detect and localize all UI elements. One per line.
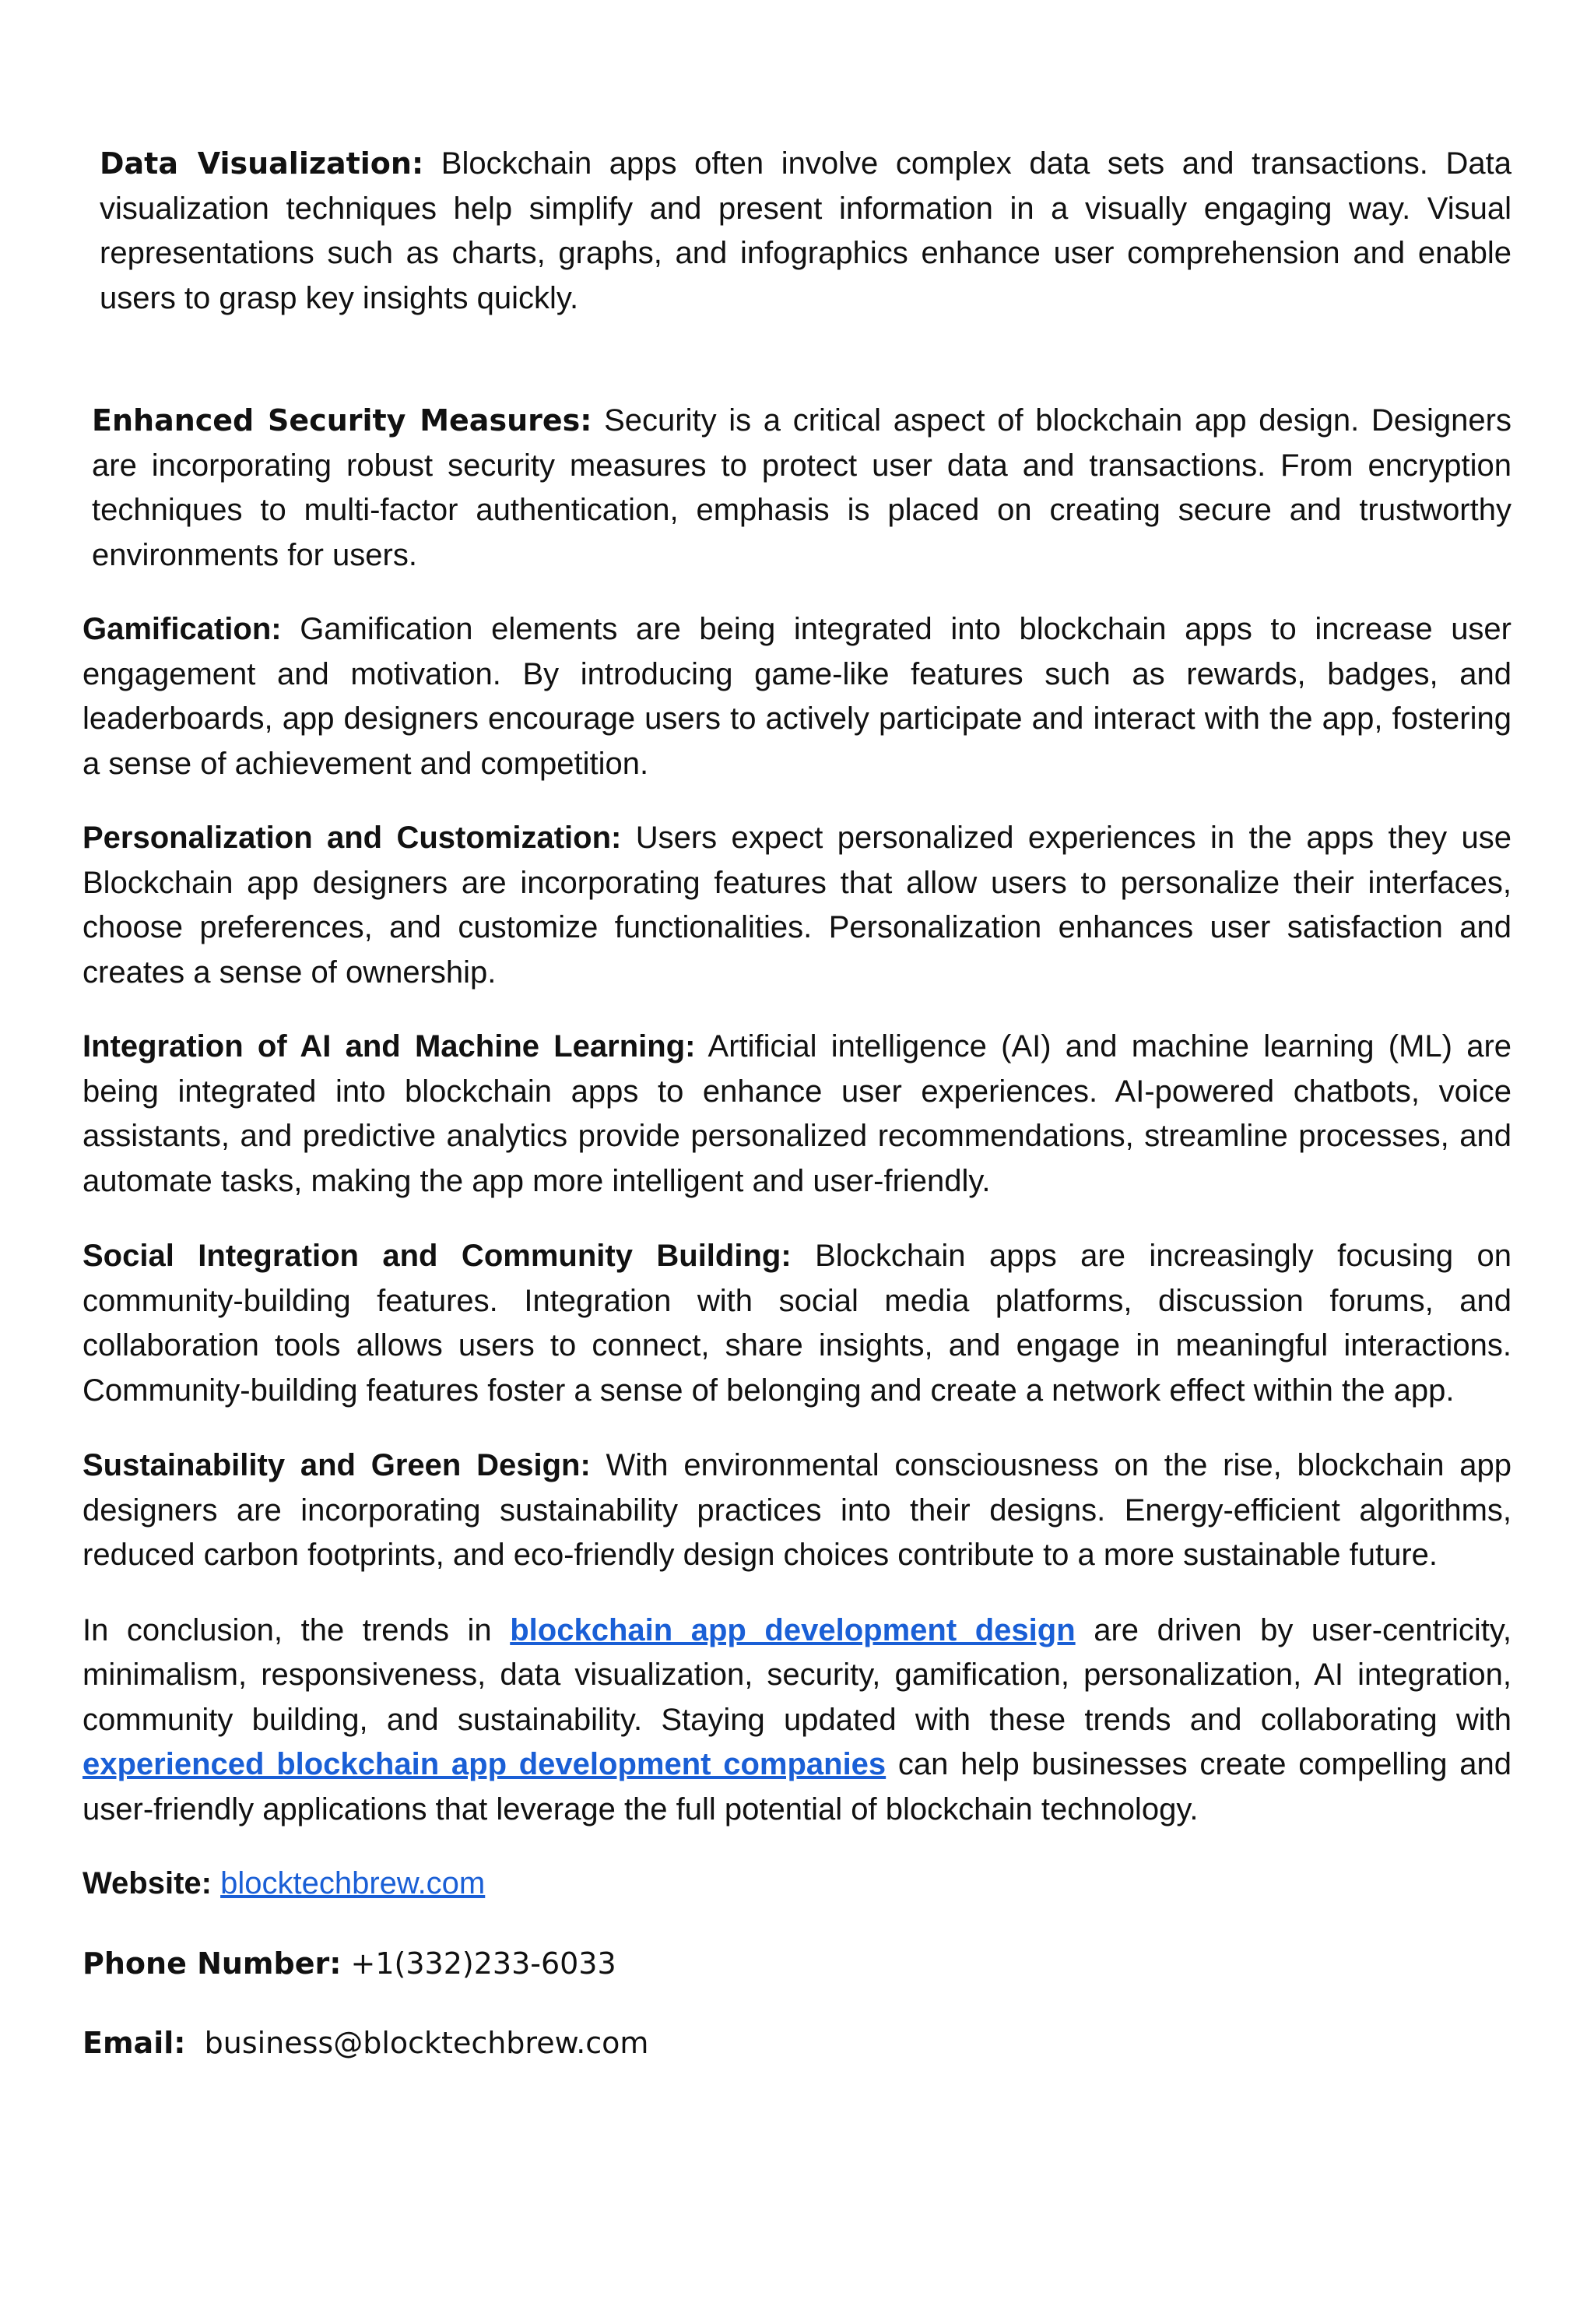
conclusion-text-3: can help businesses create compelling and user-friendly applications that leverage the full potential of blockchain technology. (83, 1747, 1511, 1827)
body-social-integration: Blockchain apps are increasingly focusing on community-building features. Integration with social media platforms, discussion forums, and collaboration tools allows users to connect, share insights, and engage in meaningful interactions. Community-building features foster a sense of belonging and create a network effect within the app. (83, 1239, 1512, 1408)
heading-social-integration: Social Integration and Community Building: (83, 1239, 792, 1273)
paragraph-personalization (83, 816, 1511, 995)
conclusion-text-1: In conclusion, the trends in (83, 1612, 511, 1647)
email-label: Email: (83, 2026, 186, 2060)
document-page (83, 142, 1511, 2066)
paragraph-ai-ml (83, 1025, 1511, 1204)
paragraph-social-integration (83, 1234, 1511, 1413)
body-gamification: Gamification elements are being integrated into blockchain apps to increase user engagement and motivation. By introducing game-like features such as rewards, badges, and leaderboards, app designers encourage users to actively participate and interact with the app, fostering a sense of achievement and competition. (83, 612, 1511, 781)
body-data-visualization: Blockchain apps often involve complex data sets and transactions. Data visualization techniques help simplify and present information in a visually engaging way. Visual representations such as charts, graphs, and infographics enhance user comprehension and enable users to grasp key insights quickly. (100, 146, 1511, 315)
conclusion-text-2: are driven by user-centricity, minimalism, responsiveness, data visualization, security, gamification, personalization, AI integration, community building, and sustainability. Staying updated with these trends and collaborating with (83, 1612, 1511, 1737)
heading-sustainability: Sustainability and Green Design: (83, 1448, 591, 1482)
body-sustainability: With environmental consciousness on the rise, blockchain app designers are incorporating sustainability practices into their designs. Energy-efficient algorithms, reduced carbon footprints, and eco-friendly design choices contribute to a more sustainable future. (83, 1448, 1511, 1572)
contact-phone (83, 1942, 1511, 1987)
phone-label: Phone Number: (83, 1946, 342, 1981)
phone-value: +1(332)233-6033 (341, 1946, 616, 1981)
paragraph-enhanced-security (83, 399, 1511, 578)
email-value: business@blocktechbrew.com (185, 2026, 649, 2060)
website-link[interactable]: blocktechbrew.com (220, 1866, 486, 1900)
link-blockchain-app-development-design[interactable]: blockchain app development design (510, 1612, 1076, 1647)
paragraph-data-visualization (83, 142, 1511, 321)
body-personalization: Users expect personalized experiences in the apps they use Blockchain app designers are incorporating features that allow users to personalize their interfaces, choose preferences, and customize functionalities. Personalization enhances user satisfaction and creates a sense of ownership. (83, 821, 1511, 990)
website-label: Website: (83, 1866, 212, 1900)
body-ai-ml: Artificial intelligence (AI) and machine learning (ML) are being integrated into blockchain apps to enhance user experiences. AI-powered chatbots, voice assistants, and predictive analytics provide personalized recommendations, streamline processes, and automate tasks, making the app more intelligent and user-friendly. (83, 1029, 1512, 1198)
paragraph-conclusion (83, 1609, 1511, 1833)
contact-email (83, 2021, 1511, 2066)
heading-gamification: Gamification: (83, 612, 282, 646)
body-enhanced-security: Security is a critical aspect of blockchain app design. Designers are incorporating robust security measures to protect user data and transactions. From encryption techniques to multi-factor authentication, emphasis is placed on creating secure and trustworthy environments for users. (92, 403, 1511, 572)
heading-personalization: Personalization and Customization: (83, 821, 622, 855)
contact-website (83, 1862, 1511, 1907)
heading-data-visualization: Data Visualization: (100, 146, 424, 181)
paragraph-sustainability (83, 1443, 1511, 1578)
heading-ai-ml: Integration of AI and Machine Learning: (83, 1029, 696, 1064)
paragraph-gamification (83, 607, 1511, 786)
link-experienced-companies[interactable]: experienced blockchain app development companies (83, 1747, 887, 1781)
heading-enhanced-security: Enhanced Security Measures: (92, 403, 592, 438)
